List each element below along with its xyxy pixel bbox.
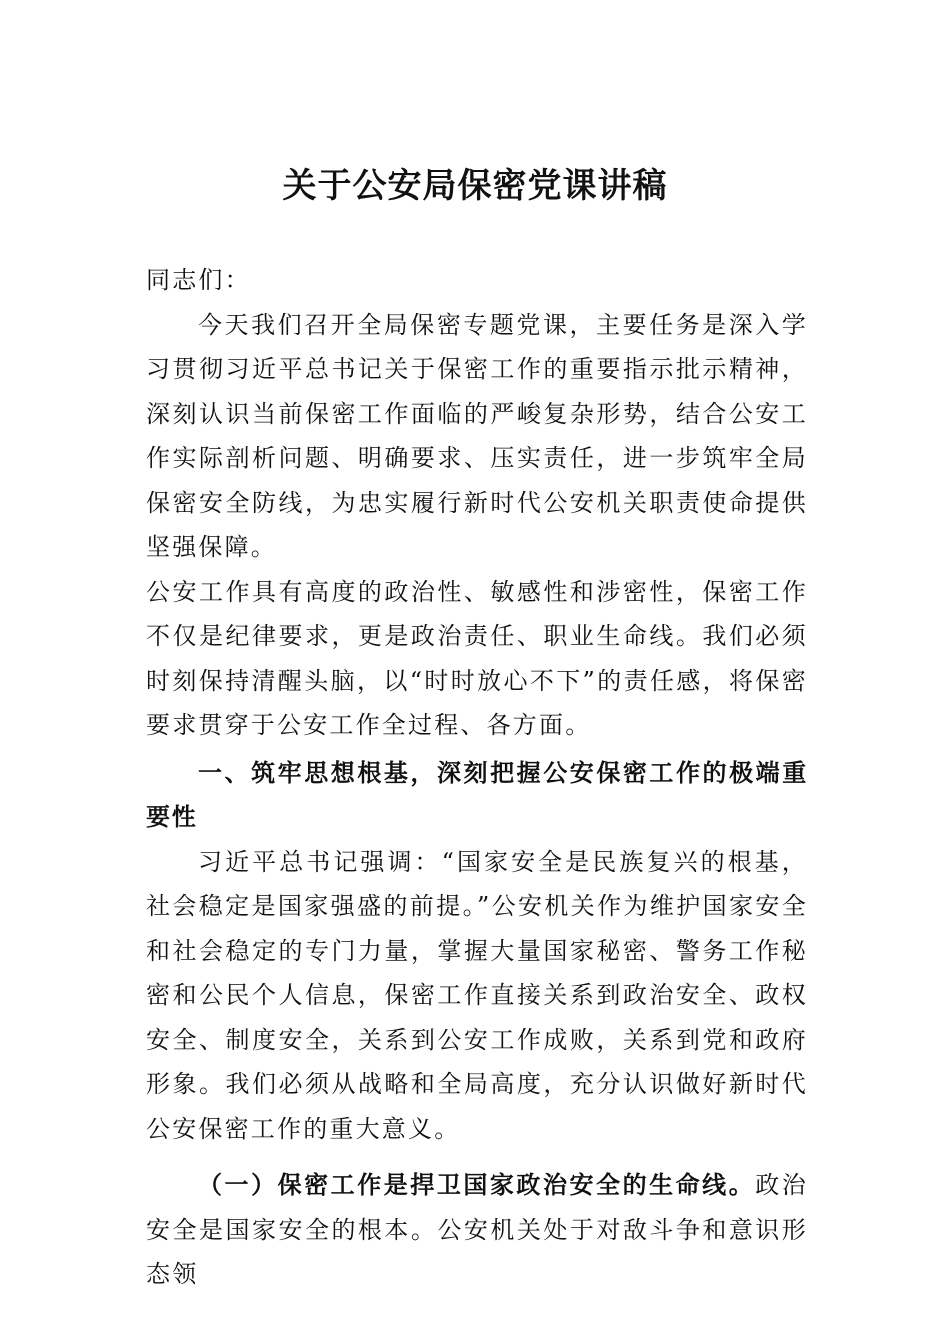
intro-paragraph-1: 今天我们召开全局保密专题党课，主要任务是深入学习贯彻习近平总书记关于保密工作的重要指示批示精神，深刻认识当前保密工作面临的严峻复杂形势，结合公安工作实际剖析问题、明确要求、压实责任，进一步筑牢全局保密安全防线，为忠实履行新时代公安机关职责使命提供坚强保障。 [146, 310, 808, 561]
document-body [146, 258, 808, 1297]
salutation: 同志们： [146, 266, 251, 294]
subsection-1-text: 政治安全是国家安全的根本。公安机关处于对敌斗争和意识形态领 [146, 1171, 809, 1288]
intro-paragraph-2: 公安工作具有高度的政治性、敏感性和涉密性，保密工作不仅是纪律要求，更是政治责任、职业生命线。我们必须时刻保持清醒头脑，以“时时放心不下”的责任感，将保密要求贯穿于公安工作全过程、各方面。 [146, 577, 808, 739]
section-1-paragraph: 习近平总书记强调：“国家安全是民族复兴的根基，社会稳定是国家强盛的前提。”公安机关作为维护国家安全和社会稳定的专门力量，掌握大量国家秘密、警务工作秘密和公民个人信息，保密工作直接关系到政治安全、政权安全、制度安全，关系到公安工作成败，关系到党和政府形象。我们必须从战略和全局高度，充分认识做好新时代公安保密工作的重大意义。 [146, 847, 808, 1143]
subsection-1-paragraph [146, 1163, 808, 1297]
document-title: 关于公安局保密党课讲稿 [282, 166, 668, 206]
section-1-heading: 一、筑牢思想根基，深刻把握公安保密工作的极端重要性 [146, 758, 808, 831]
subsection-1-lead: （一）保密工作是捍卫国家政治安全的生命线。 [198, 1170, 756, 1199]
